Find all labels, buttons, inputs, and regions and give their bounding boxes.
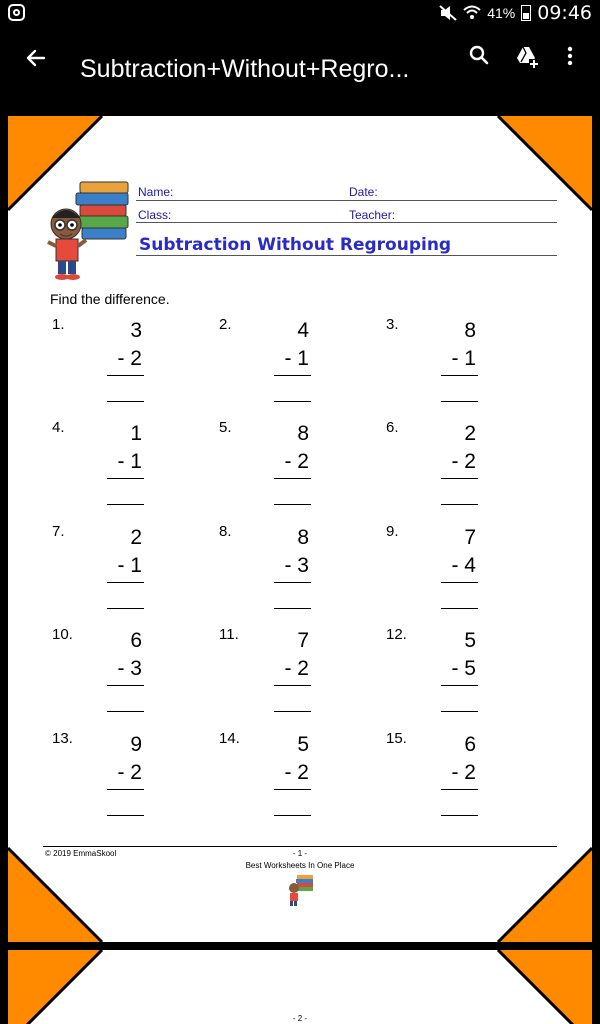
corner-decoration xyxy=(490,950,592,1024)
subtrahend: - 2 xyxy=(284,761,309,784)
footer-tagline: Best Worksheets In One Place xyxy=(245,861,355,870)
subtrahend: - 1 xyxy=(284,347,309,370)
answer-line xyxy=(441,711,478,712)
minuend: 3 xyxy=(130,319,142,342)
subtrahend: - 5 xyxy=(451,657,476,680)
sum-line xyxy=(441,789,478,790)
problem-item xyxy=(52,419,202,509)
sum-line xyxy=(107,789,144,790)
answer-line xyxy=(274,815,311,816)
problem-item xyxy=(219,419,369,509)
answer-line xyxy=(441,401,478,402)
corner-decoration xyxy=(8,950,110,1024)
minuend: 8 xyxy=(297,422,309,445)
teacher-label: Teacher: xyxy=(349,208,396,222)
minuend: 8 xyxy=(464,319,476,342)
problem-number: 4. xyxy=(52,419,65,436)
minuend: 6 xyxy=(130,629,142,652)
subtrahend: - 1 xyxy=(117,450,142,473)
answer-line xyxy=(107,504,144,505)
problem-number: 10. xyxy=(52,626,73,643)
problem-item xyxy=(219,626,369,716)
answer-line xyxy=(107,401,144,402)
answer-line xyxy=(107,608,144,609)
problem-number: 12. xyxy=(386,626,407,643)
instruction-text: Find the difference. xyxy=(50,291,170,307)
problem-number: 13. xyxy=(52,730,73,747)
subtrahend: - 2 xyxy=(284,657,309,680)
problem-item xyxy=(386,523,536,613)
problem-item xyxy=(386,730,536,820)
subtrahend: - 1 xyxy=(451,347,476,370)
pdf-page-1[interactable] xyxy=(8,116,592,942)
header-rule xyxy=(136,255,557,256)
problem-item xyxy=(219,730,369,820)
problem-number: 5. xyxy=(219,419,232,436)
back-arrow-icon[interactable] xyxy=(20,42,52,74)
problem-item xyxy=(52,730,202,820)
student-books-illustration xyxy=(42,180,134,282)
minuend: 6 xyxy=(464,733,476,756)
search-icon[interactable] xyxy=(463,40,495,72)
sum-line xyxy=(274,789,311,790)
answer-line xyxy=(441,608,478,609)
minuend: 2 xyxy=(464,422,476,445)
answer-line xyxy=(107,711,144,712)
header-rule xyxy=(136,222,557,223)
answer-line xyxy=(274,711,311,712)
minuend: 8 xyxy=(297,526,309,549)
sum-line xyxy=(441,685,478,686)
problem-number: 1. xyxy=(52,316,65,333)
minuend: 9 xyxy=(130,733,142,756)
subtrahend: - 2 xyxy=(451,761,476,784)
worksheet-title: Subtraction Without Regrouping xyxy=(139,235,452,255)
problem-item xyxy=(386,419,536,509)
problem-number: 3. xyxy=(386,316,399,333)
class-label: Class: xyxy=(138,208,172,222)
corner-decoration xyxy=(490,116,592,218)
subtrahend: - 2 xyxy=(451,450,476,473)
answer-line xyxy=(274,401,311,402)
minuend: 4 xyxy=(297,319,309,342)
problem-item xyxy=(52,523,202,613)
sum-line xyxy=(274,478,311,479)
name-label: Name: xyxy=(138,185,174,199)
problem-number: 15. xyxy=(386,730,407,747)
problem-number: 2. xyxy=(219,316,232,333)
sum-line xyxy=(107,478,144,479)
page-number: - 2 - xyxy=(292,1014,308,1023)
subtrahend: - 2 xyxy=(117,761,142,784)
footer-rule xyxy=(43,846,557,847)
subtrahend: - 4 xyxy=(451,554,476,577)
sum-line xyxy=(441,582,478,583)
document-title: Subtraction+Without+Regro... xyxy=(80,55,410,83)
status-bar xyxy=(0,0,600,26)
header-rule xyxy=(136,200,557,201)
problem-item xyxy=(219,316,369,406)
problem-item xyxy=(386,316,536,406)
minuend: 1 xyxy=(130,422,142,445)
answer-line xyxy=(274,608,311,609)
problem-number: 11. xyxy=(219,626,239,643)
subtrahend: - 1 xyxy=(117,554,142,577)
problem-number: 7. xyxy=(52,523,65,540)
problem-item xyxy=(386,626,536,716)
instagram-icon xyxy=(8,4,25,21)
sum-line xyxy=(441,478,478,479)
sum-line xyxy=(107,685,144,686)
problem-number: 14. xyxy=(219,730,240,747)
problem-number: 9. xyxy=(386,523,399,540)
battery-icon xyxy=(521,5,531,21)
minuend: 5 xyxy=(297,733,309,756)
drive-add-icon[interactable] xyxy=(511,40,543,72)
app-bar xyxy=(0,26,600,114)
subtrahend: - 2 xyxy=(284,450,309,473)
sum-line xyxy=(107,375,144,376)
footer-logo-illustration xyxy=(285,874,315,908)
sum-line xyxy=(274,375,311,376)
pdf-page-2[interactable] xyxy=(8,950,592,1024)
problem-item xyxy=(52,626,202,716)
minuend: 5 xyxy=(464,629,476,652)
answer-line xyxy=(274,504,311,505)
date-label: Date: xyxy=(349,185,378,199)
minuend: 7 xyxy=(464,526,476,549)
subtrahend: - 2 xyxy=(117,347,142,370)
sum-line xyxy=(274,685,311,686)
page-number: - 1 - xyxy=(292,849,308,858)
mute-icon xyxy=(439,5,457,21)
sum-line xyxy=(441,375,478,376)
problem-number: 6. xyxy=(386,419,399,436)
problem-number: 8. xyxy=(219,523,232,540)
battery-percent: 41% xyxy=(487,5,516,21)
wifi-icon xyxy=(463,5,481,21)
subtrahend: - 3 xyxy=(284,554,309,577)
answer-line xyxy=(441,504,478,505)
sum-line xyxy=(107,582,144,583)
subtrahend: - 3 xyxy=(117,657,142,680)
answer-line xyxy=(107,815,144,816)
copyright-text: © 2019 EmmaSkool xyxy=(45,849,117,858)
clock: 09:46 xyxy=(537,2,592,24)
more-vert-icon[interactable] xyxy=(554,40,586,72)
minuend: 7 xyxy=(297,629,309,652)
problem-item xyxy=(219,523,369,613)
sum-line xyxy=(274,582,311,583)
problem-item xyxy=(52,316,202,406)
answer-line xyxy=(441,815,478,816)
minuend: 2 xyxy=(130,526,142,549)
